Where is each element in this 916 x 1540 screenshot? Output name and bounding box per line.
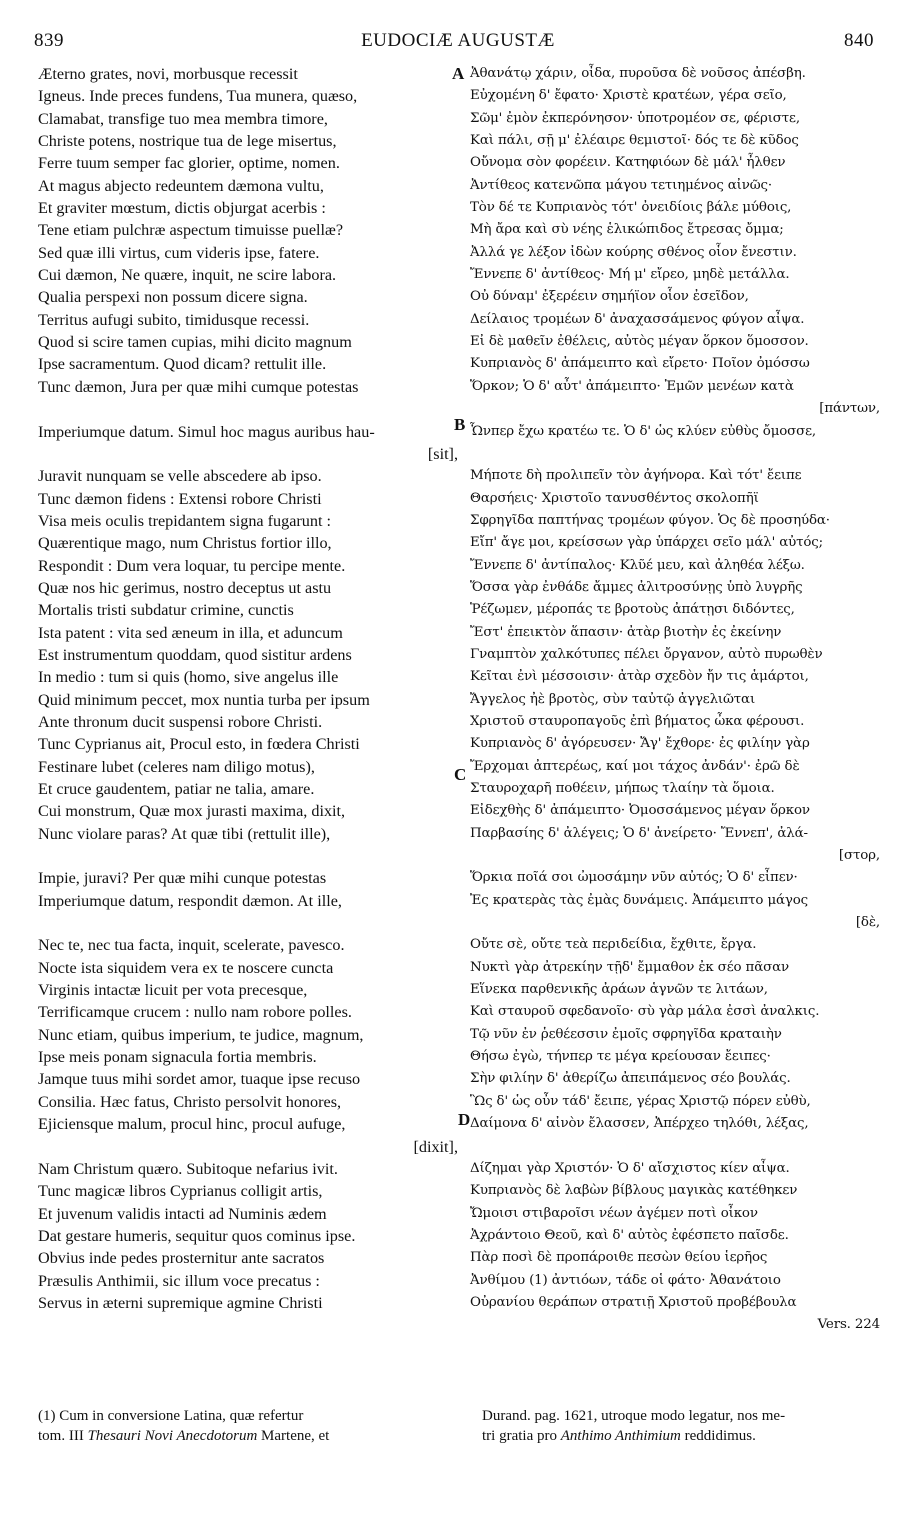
latin-verse-line: Ista patent : vita sed æneum in illa, et aduncum [38,623,343,642]
greek-verse-line: Σταυροχαρῆ ποθέειν, μήπως τλαίην τὰ ὅμοια. [470,781,775,796]
greek-verse-line [470,1136,880,1158]
greek-verse-line: Σὴν φιλίην δ' ἀθερίζω ἀπειπάμενος σέο βουλάς. [470,1071,791,1087]
latin-verse-line: Visa meis oculis trepidantem signa fugarunt : [38,511,332,530]
latin-verse-line: Tunc Cyprianus ait, Procul esto, in fœdera Christi [38,735,360,754]
latin-verse-line: Est instrumentum quoddam, quod sistitur ardens [38,645,352,664]
latin-verse-line: Juravit nunquam se velle abscedere ab ipso. [38,467,322,486]
page-number-right: 840 [844,30,874,51]
latin-verse-line: Nam Christum quæro. Subitoque nefarius ivit. [38,1159,338,1178]
latin-verse-line: Virginis intactæ licuit per vota precesque, [38,981,308,1000]
latin-verse-line: Terrificamque crucem : nullo nam robore polles. [38,1003,352,1022]
greek-verse-line: Εἰδεχθὴς δ' ἀπάμειπτο· Ὀμοσσάμενος μέγαν ὅρκον [470,803,810,819]
greek-verse-line: [στορ, [838,848,880,864]
footnote-line: tri gratia pro Anthimo Anthimium reddidimus. [482,1428,756,1444]
greek-verse-line: Κεῖται ἐνὶ μέσσοισιν· ἀτὰρ σχεδὸν ἤν τις ἁμάρτοι, [470,669,809,685]
greek-verse-line: Καὶ σταυροῦ σφεδανοῖο· σὺ γὰρ μάλα ἐσσὶ ἀναλκις. [470,1004,820,1020]
latin-column [38,63,458,1314]
greek-verse-line: Τὸν δέ τε Κυπριανὸς τότ' ὀνειδίοις βάλε μύθοις, [470,200,792,216]
footnote-right [482,1406,880,1446]
greek-verse-line: Εὐχομένη δ' ἔφατο· Χριστὲ κρατέων, γέρα σεῖο, [470,88,787,104]
latin-verse-line: Igneus. Inde preces fundens, Tua munera, quæso, [38,87,358,106]
latin-verse-line: Et cruce gaudentem, patiar ne talia, amare. [38,780,315,798]
greek-verse-line: Θαρσήεις· Χριστοῖο τανυσθέντος σκολοπῆϊ [470,490,759,506]
greek-verse-line: Ἔστ' ἐπεικτὸν ἅπασιν· ἀτὰρ βιοτὴν ἐς ἐκείνην [470,624,782,640]
greek-verse-line: Ἀντίθεος κατενῶπα μάγου τετιημένος αἰνῶς· [470,177,772,193]
greek-verse-line: Μὴ ἄρα καὶ σὺ νέης ἑλικώπιδος ἔτρεσας ὄμμα; [470,222,784,238]
footnote-line: Durand. pag. 1621, utroque modo legatur, nos me- [482,1408,786,1424]
greek-verse-line: Κυπριανὸς δὲ λαβὼν βίβλους μαγικὰς κατέθηκεν [470,1183,798,1199]
greek-verse-line: Ἔρχομαι ἀπτερέως, καί μοι τάχος ἀνδάν'· ἐρῶ δὲ [470,758,800,774]
latin-verse-line: Æterno grates, novi, morbusque recessit [38,65,298,83]
latin-verse-line: Nunc etiam, quibus imperium, te judice, magnum, [38,1025,364,1044]
latin-verse-line: Clamabat, transfige tuo mea membra timore, [38,109,328,128]
page-number-left: 839 [34,30,64,51]
latin-verse-line: Quod si scire tamen cupias, mihi dicito magnum [38,333,352,352]
latin-verse-line: Ferre tuum semper fac glorier, optime, nomen. [38,154,340,173]
latin-verse-line: Servus in æterni supremique agmine Christi [38,1293,323,1312]
greek-verse-line: Κυπριανὸς δ' ἀπάμειπτο καὶ εἴρετο· Ποῖον ὀμόσσω [470,356,810,372]
latin-verse-line: [sit], [427,444,458,463]
greek-verse-line: Τῷ νῦν ἐν ῥεθέεσσιν ἐμοῖς σφρηγῖδα κραταιὴν [470,1026,782,1042]
latin-verse-line: Mortalis tristi subdatur crimine, cunctis [38,601,294,620]
latin-verse-line: Qualia perspexi non possum dicere signa. [38,288,308,307]
latin-verse-line: Obvius inde pedes prosternitur ante sacratos [38,1249,325,1268]
greek-verse-line: Ὅσσα γὰρ ἐνθάδε ἄμμες ἀλιτροσύνῃς ὑπὸ λυγρῆς [470,579,803,595]
latin-verse-line: Dat gestare humeris, sequitur quos cominus ipse. [38,1226,356,1245]
latin-verse-line: Sed quæ illi virtus, cum videris ipse, fatere. [38,243,320,262]
greek-verse-line: Ὧνπερ ἔχω κρατέω τε. Ὁ δ' ὡς κλύεν εὐθὺς ὄμοσσε, [470,423,817,439]
greek-verse-line: Δαίμονα δ' αἰνὸν ἔλασσεν, Ἀπέρχεο τηλόθι, λέξας, [470,1116,809,1132]
running-title: EUDOCIÆ AUGUSTÆ [361,30,555,51]
footnote-line: (1) Cum in conversione Latina, quæ refertur [38,1408,304,1424]
latin-verse-line: Imperiumque datum. Simul hoc magus auribus hau- [38,422,375,441]
greek-verse-line: Παρβασίης δ' ἀλέγεις; Ὁ δ' ἀνείρετο· Ἔννεπ', ἀλά- [470,825,808,841]
greek-verse-line: Δίζημαι γὰρ Χριστόν· Ὁ δ' αἴσχιστος κίεν αἶψα. [470,1160,790,1176]
latin-verse-line: Ejiciensque malum, procul hinc, procul aufuge, [38,1115,346,1134]
greek-verse-line: Ἀθανάτῳ χάριν, οἶδα, πυροῦσα δὲ νοῦσος ἀπέσβη. [470,66,806,81]
greek-verse-line: Νυκτὶ γὰρ ἀτρεκίην τῇδ' ἔμμαθον ἐκ σέο πᾶσαν [470,959,789,975]
greek-verse-line: Κυπριανὸς δ' ἀγόρευσεν· Ἄγ' ἔχθορε· ἐς φιλίην γὰρ [470,736,810,752]
greek-verse-line: Εἴπ' ἄγε μοι, κρείσσων γὰρ ὑπάρχει σεῖο μάλ' αὐτός; [470,535,823,551]
latin-verse-line: Quærentique mago, num Christus fortior illo, [38,534,332,553]
latin-verse-line: In medio : tum si quis (homo, sive angelus ille [38,668,339,687]
greek-verse-line: Ὅρκον; Ὁ δ' αὖτ' ἀπάμειπτο· Ἐμῶν μενέων κατὰ [470,378,794,394]
latin-verse-line: Tunc magicæ libros Cyprianus colligit artis, [38,1182,323,1201]
greek-verse-line: Δείλαιος τρομέων δ' ἀναχασσάμενος φύγον αἶψα. [470,311,805,327]
greek-verse-line: Μήποτε δὴ προλιπεῖν τὸν ἀγήνορα. Καὶ τότ' ἔειπε [470,468,802,484]
greek-verse-line: Εἰ δὲ μαθεῖν ἐθέλεις, αὐτὸς μέγαν ὅρκον ὅμοσσον. [470,334,809,350]
section-marker-a: A [452,64,465,83]
latin-verse-line: Quid minimum peccet, mox nuntia turba per ipsum [38,690,370,709]
greek-verse-line: Ἔννεπε δ' ἀντίπαλος· Κλῦέ μευ, καὶ ἀληθέα λέξω. [470,557,805,573]
latin-verse-line: Ipse sacramentum. Quod dicam? rettulit ille. [38,355,327,374]
latin-verse-line: Nocte ista siquidem vera ex te noscere cuncta [38,958,334,977]
greek-verse-line: Ἄγγελος ἠὲ βροτὸς, σὺν ταὐτῷ ἀγγελιῶται [470,691,756,707]
latin-verse-line: Præsulis Anthimii, sic illum voce precatus : [38,1271,320,1290]
latin-verse-line: Nunc violare paras? At quæ tibi (rettulit ille), [38,824,331,843]
greek-verse-line: Ῥέζωμεν, μέροπάς τε βροτοὺς ἀπάτῃσι διδόντες, [470,602,795,618]
greek-verse-line: Ὤμοισι στιβαροῖσι νέων ἀγέμεν ποτὶ οἶκον [470,1205,758,1221]
latin-verse-line: Cui dæmon, Ne quære, inquit, ne scire labora. [38,266,337,285]
greek-verse-line: Οὔνομα σὸν φορέειν. Κατηφιόων δὲ μάλ' ἦλθεν [470,155,786,171]
greek-verse-line: Ὣς δ' ὡς οὖν τάδ' ἔειπε, γέρας Χριστῷ πόρεν εὐθὺ, [470,1093,811,1109]
greek-verse-line: Ἀνθίμου (1) ἀντιόων, τάδε οἱ φάτο· Ἀθανάτοιο [470,1272,781,1288]
latin-verse-line: Impie, juravi? Per quæ mihi cunque potestas [38,869,327,888]
greek-verse-line: Οὐρανίου θεράπων στρατιῇ Χριστοῦ προβέβουλα [470,1294,797,1310]
latin-verse-line: Territus aufugi subito, timidusque recessi. [38,310,310,329]
latin-verse-line [38,398,458,420]
greek-verse-line: Ἔννεπε δ' ἀντίθεος· Μή μ' εἴρεο, μηδὲ μετάλλα. [470,267,790,283]
greek-verse-line: [δὲ, [855,915,880,931]
section-marker-b: B [454,415,466,434]
greek-verse-line [470,443,880,465]
latin-verse-line: Nec te, nec tua facta, inquit, scelerate, pavesco. [38,936,345,955]
latin-verse-line: Imperiumque datum, respondit dæmon. At ille, [38,891,342,910]
greek-verse-line: Οὐ δύναμ' ἐξερέειν σημήϊον οἷον ἐσεῖδον, [470,289,749,305]
latin-verse-line: Tunc dæmon, Jura per quæ mihi cumque potestas [38,377,359,396]
latin-verse-line: Consilia. Hæc fatus, Christo persolvit honores, [38,1092,342,1111]
latin-verse-line: Et juvenum validis intacti ad Numinis ædem [38,1204,327,1223]
latin-verse-line: At magus abjecto redeuntem dæmona vultu, [38,176,324,195]
greek-verse-line: Θήσω ἐγὼ, τήνπερ τε μέγα κρείουσαν ἔειπες· [470,1049,771,1065]
greek-verse-line: Σφρηγῖδα παπτήνας τρομέων φύγον. Ὁς δὲ προσηύδα· [470,512,830,528]
greek-verse-line: [πάντων, [819,401,880,417]
greek-verse-line: Γναμπτὸν χαλκότυπες πέλει ὄργανον, αὐτὸ πυρωθὲν [470,646,823,662]
latin-verse-line: Tene etiam pulchræ aspectum timuisse puellæ? [38,221,344,240]
greek-verse-line: Ἐς κρατερὰς τὰς ἐμὰς δυνάμεις. Ἀπάμειπτο μάγος [470,892,809,908]
footnote-left [38,1406,468,1446]
greek-verse-line: Ἀλλά γε λέξον ἰδὼν κούρης σθένος οἷον ἔνεστιν. [470,244,797,260]
greek-verse-line: Ὅρκια ποῖά σοι ὠμοσάμην νῦν αὐτός; Ὁ δ' εἶπεν· [470,870,798,886]
latin-verse-line: Tunc dæmon fidens : Extensi robore Christi [38,489,322,508]
latin-verse-line: Festinare lubet (celeres nam diligo motus), [38,757,315,776]
greek-verse-line: Ἀχράντοιο Θεοῦ, καὶ δ' αὐτὸς ἐφέσπετο παῖσδε. [470,1227,789,1243]
greek-verse-line: Χριστοῦ σταυροπαγοῦς ἐπὶ βήματος ὦκα φέρουσι. [470,713,805,729]
latin-verse-line: Et graviter mœstum, dictis objurgat acerbis : [38,199,326,218]
latin-verse-line: Christe potens, nostrique tua de lege misertus, [38,132,337,151]
section-marker-d: D [458,1110,471,1129]
greek-column [470,63,880,1337]
greek-verse-line: Σῶμ' ἐμὸν ἐκπερόνησον· ὑποτρομέον σε, φέριστε, [470,110,800,126]
latin-verse-line: Cui monstrum, Quæ mox jurasti maxima, dixit, [38,802,346,821]
latin-verse-line [38,845,458,867]
latin-verse-line: Ipse meis ponam signacula fortia membris. [38,1048,317,1067]
latin-verse-line: Ante thronum ducit suspensi robore Christi. [38,712,323,731]
section-marker-c: C [454,765,467,784]
greek-verse-line: Οὔτε σὲ, οὔτε τεὰ περιδείδια, ἔχθιτε, ἔργα. [470,937,757,953]
latin-verse-line: Quæ nos hic gerimus, nostro deceptus ut astu [38,578,332,597]
latin-verse-line: Respondit : Dum vera loquar, tu percipe mente. [38,556,346,575]
greek-verse-line: Vers. 224 [817,1317,880,1333]
greek-verse-line: Πὰρ ποσὶ δὲ προπάροιθε πεσὼν θείου ἱερῆος [470,1250,768,1266]
greek-verse-line: Καὶ πάλι, σῇ μ' ἐλέαιρε θεμιστοῖ· δός τε δὲ κῦδος [470,133,799,149]
latin-verse-line [38,912,458,934]
footnote-line: tom. III Thesauri Novi Anecdotorum Martene, et [38,1428,330,1444]
latin-verse-line: Jamque tuus mihi sordet amor, tuaque ipse recuso [38,1070,361,1089]
greek-verse-line: Εἵνεκα παρθενικῆς ἀράων ἁγνῶν τε λιτάων, [470,982,768,998]
latin-verse-line: [dixit], [413,1137,458,1156]
